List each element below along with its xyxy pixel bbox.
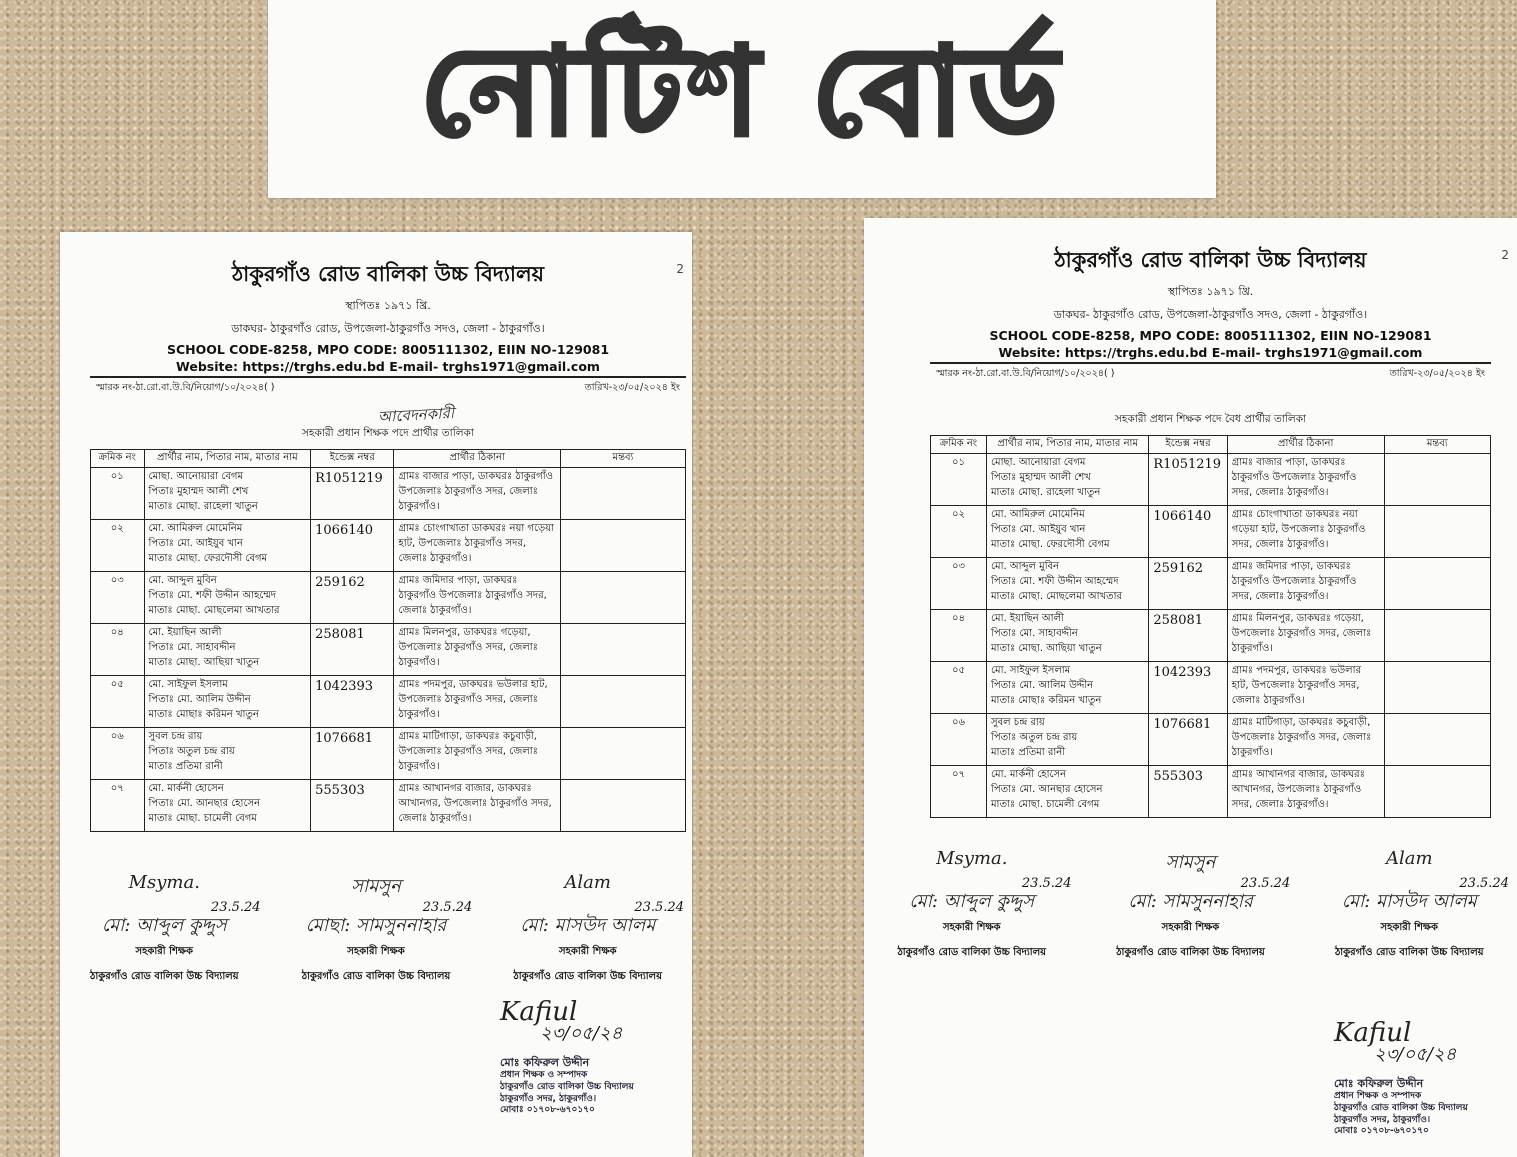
serial-cell: ০৪ bbox=[931, 609, 987, 661]
father-name: পিতাঃ মো. শফী উদ্দীন আহম্মেদ bbox=[148, 589, 277, 601]
address-cell: গ্রামঃ আখানগর বাজার, ডাকঘরঃ আখানগর, উপজেলাঃ ঠাকুরগাঁও সদর, জেলাঃ ঠাকুরগাঁও। bbox=[1227, 765, 1384, 817]
father-name: পিতাঃ মো. সাহাবদ্দীন bbox=[148, 641, 236, 653]
mother-name: মাতাঃ মোছা. রাহেলা খাতুন bbox=[991, 486, 1101, 498]
signatory-name: মোছা: সামসুননাহার bbox=[305, 915, 447, 936]
mother-name: মাতাঃ মোছা. ফেরদৌসী বেগম bbox=[148, 552, 268, 564]
mother-name: মাতাঃ মোছা. আছিয়া খাতুন bbox=[148, 656, 260, 668]
signature-date: 23.5.24 bbox=[1240, 876, 1291, 891]
signature-scrawl: সামসুন bbox=[1165, 852, 1216, 873]
candidate-cell bbox=[987, 609, 1149, 661]
established-line: স্থাপিতঃ ১৯৭১ খ্রি. bbox=[1167, 285, 1254, 298]
serial-cell: ০১ bbox=[91, 467, 145, 519]
sheet-content bbox=[930, 218, 1491, 818]
signature-date: 23.5.24 bbox=[634, 900, 684, 915]
seal-name: মোঃ কফিরুল উদ্দীন bbox=[500, 1056, 590, 1069]
signatory-institution: ঠাকুরগাঁও রোড বালিকা উচ্চ বিদ্যালয় bbox=[1116, 947, 1265, 958]
father-name: পিতাঃ মো. আইয়ুব খান bbox=[991, 523, 1086, 535]
candidate-name: মো. মার্কনী হোসেন bbox=[991, 768, 1067, 780]
signatory bbox=[60, 872, 269, 986]
index-number-cell: 1076681 bbox=[311, 727, 394, 779]
address-cell: গ্রামঃ মাটিগাড়া, ডাকঘরঃ কচুবাড়ী, উপজেলাঃ ঠাকুরগাঁও সদর, জেলাঃ ঠাকুরগাঁও। bbox=[1227, 713, 1384, 765]
candidate-table bbox=[90, 449, 686, 832]
mother-name: মাতাঃ মোছা. মোছলেমা আখতার bbox=[991, 590, 1122, 602]
mother-name: মাতাঃ মোছাঃ করিমন খাতুন bbox=[991, 694, 1102, 706]
seal-school: ঠাকুরগাঁও রোড বালিকা উচ্চ বিদ্যালয় bbox=[500, 1081, 634, 1092]
address-cell: গ্রামঃ পদমপুর, ডাকঘরঃ ভউলার হাট, উপজেলাঃ ঠাকুরগাঁও সদর, জেলাঃ ঠাকুরগাঁও। bbox=[1227, 661, 1384, 713]
index-number-cell: 259162 bbox=[311, 571, 394, 623]
serial-cell: ০৫ bbox=[91, 675, 145, 727]
table-title bbox=[90, 404, 686, 443]
column-header: ইন্ডেক্স নম্বর bbox=[1149, 436, 1227, 454]
mother-name: মাতাঃ প্রতিমা রানী bbox=[148, 760, 223, 772]
table-row bbox=[91, 675, 686, 727]
candidate-cell bbox=[987, 453, 1149, 505]
table-header-row bbox=[91, 450, 686, 468]
signatory-role: সহকারী শিক্ষক bbox=[135, 946, 194, 957]
page-number: 2 bbox=[1501, 248, 1509, 262]
signature-date: 23.5.24 bbox=[1021, 876, 1072, 891]
father-name: পিতাঃ মো. আইয়ুব খান bbox=[148, 537, 243, 549]
address-cell: গ্রামঃ চোংগাখাতা ডাকঘরঃ নয়া গড়েয়া হাট, উপজেলাঃ ঠাকুরগাঁও সদর, জেলাঃ ঠাকুরগাঁও। bbox=[394, 519, 561, 571]
sheet-content bbox=[90, 232, 686, 832]
father-name: পিতাঃ মো. আনছার হোসেন bbox=[148, 797, 261, 809]
remark-cell bbox=[1384, 453, 1490, 505]
father-name: পিতাঃ মুহাম্মদ আলী শেখ bbox=[991, 471, 1091, 483]
signature-date: 23.5.24 bbox=[422, 900, 473, 915]
remark-cell bbox=[1384, 609, 1490, 661]
address-cell: গ্রামঃ আখানগর বাজার, ডাকঘরঃ আখানগর, উপজেলাঃ ঠাকুরগাঁও সদর, জেলাঃ ঠাকুরগাঁও। bbox=[394, 779, 561, 831]
candidate-name: মো. ইয়াছিন আলী bbox=[148, 626, 222, 638]
headmaster-seal bbox=[500, 1056, 634, 1117]
table-row bbox=[91, 571, 686, 623]
signatory-name: মো: আব্দুল কুদ্দুস bbox=[909, 891, 1035, 912]
notice-board-title-card bbox=[268, 0, 1216, 198]
signature-date: 23.5.24 bbox=[210, 900, 261, 915]
father-name: পিতাঃ মো. শফী উদ্দীন আহম্মেদ bbox=[991, 575, 1119, 587]
index-number-cell: 1042393 bbox=[311, 675, 394, 727]
table-title-text: সহকারী প্রধান শিক্ষক পদে বৈধ প্রার্থীর তালিকা bbox=[1114, 413, 1307, 425]
mother-name: মাতাঃ মোছা. আছিয়া খাতুন bbox=[991, 642, 1102, 654]
index-number-cell: 555303 bbox=[311, 779, 394, 831]
remark-cell bbox=[1384, 765, 1490, 817]
table-row bbox=[91, 623, 686, 675]
index-number-cell: 258081 bbox=[311, 623, 394, 675]
address-cell: গ্রামঃ মাটিগাড়া, ডাকঘরঃ কচুবাড়ী, উপজেলাঃ ঠাকুরগাঁও সদর, জেলাঃ ঠাকুরগাঁও। bbox=[394, 727, 561, 779]
headmaster-signature: Kafiul bbox=[1334, 1018, 1412, 1048]
address-cell: গ্রামঃ মিলনপুর, ডাকঘরঃ গড়েয়া, উপজেলাঃ ঠাকুরগাঁও সদর, জেলাঃ ঠাকুরগাঁও। bbox=[394, 623, 561, 675]
father-name: পিতাঃ মো. আলিম উদ্দীন bbox=[148, 693, 251, 705]
address-cell: গ্রামঃ চোংগাখাতা ডাকঘরঃ নয়া গড়েয়া হাট, উপজেলাঃ ঠাকুরগাঁও সদর, জেলাঃ ঠাকুরগাঁও। bbox=[1227, 505, 1384, 557]
index-number-cell: R1051219 bbox=[1149, 453, 1227, 505]
mother-name: মাতাঃ মোছা. মোছলেমা আখতার bbox=[148, 604, 280, 616]
column-header: প্রার্থীর নাম, পিতার নাম, মাতার নাম bbox=[987, 436, 1149, 454]
headmaster-seal bbox=[1334, 1077, 1468, 1138]
candidate-name: মো. সাইফুল ইসলাম bbox=[991, 664, 1071, 676]
index-number-cell: 1066140 bbox=[311, 519, 394, 571]
candidate-name: সুবল চন্দ্র রায় bbox=[991, 716, 1045, 728]
table-row bbox=[91, 727, 686, 779]
table-header-row bbox=[931, 436, 1491, 454]
column-header: প্রার্থীর ঠিকানা bbox=[394, 450, 561, 468]
table-row bbox=[931, 453, 1491, 505]
handwritten-note: আবেদনকারী bbox=[377, 404, 455, 426]
table-row bbox=[931, 765, 1491, 817]
page-number: 2 bbox=[676, 262, 684, 276]
address-cell: গ্রামঃ জমিদার পাড়া, ডাকঘরঃ ঠাকুরগাঁও উপজেলাঃ ঠাকুরগাঁও সদর, জেলাঃ ঠাকুরগাঁও। bbox=[394, 571, 561, 623]
signatory-institution: ঠাকুরগাঁও রোড বালিকা উচ্চ বিদ্যালয় bbox=[1334, 947, 1484, 958]
candidate-name: মো. আব্দুল মুবিন bbox=[991, 560, 1060, 572]
serial-cell: ০২ bbox=[91, 519, 145, 571]
mother-name: মাতাঃ মোছা. চামেলী বেগম bbox=[991, 798, 1100, 810]
seal-name: মোঃ কফিরুল উদ্দীন bbox=[1334, 1077, 1424, 1090]
table-row bbox=[931, 557, 1491, 609]
table-row bbox=[931, 609, 1491, 661]
candidate-cell bbox=[987, 765, 1149, 817]
remark-cell bbox=[561, 467, 686, 519]
address-cell: গ্রামঃ বাজার পাড়া, ডাকঘরঃ ঠাকুরগাঁও উপজেলাঃ ঠাকুরগাঁও সদর, জেলাঃ ঠাকুরগাঁও। bbox=[1227, 453, 1384, 505]
seal-title: প্রধান শিক্ষক ও সম্পাদক bbox=[500, 1070, 588, 1081]
notice-sheet-right bbox=[864, 218, 1517, 1157]
serial-cell: ০৫ bbox=[931, 661, 987, 713]
remark-cell bbox=[1384, 713, 1490, 765]
signatory-role: সহকারী শিক্ষক bbox=[1380, 922, 1438, 933]
issue-date: তারিখ-২৩/০৫/২০২৪ ইং bbox=[584, 382, 680, 393]
candidate-cell bbox=[144, 467, 311, 519]
remark-cell bbox=[561, 727, 686, 779]
father-name: পিতাঃ মুহাম্মদ আলী শেখ bbox=[148, 485, 249, 497]
index-number-cell: R1051219 bbox=[311, 467, 394, 519]
column-header: ইন্ডেক্স নম্বর bbox=[311, 450, 394, 468]
candidate-name: মো. মার্কনী হোসেন bbox=[148, 782, 224, 794]
address-cell: গ্রামঃ মিলনপুর, ডাকঘরঃ গড়েয়া, উপজেলাঃ ঠাকুরগাঁও সদর, জেলাঃ ঠাকুরগাঁও। bbox=[1227, 609, 1384, 661]
candidate-cell bbox=[144, 519, 311, 571]
seal-phone: মোবাঃ ০১৭০৮-৬৭০১৭০ bbox=[1334, 1126, 1429, 1137]
signature-scrawl: Msyma. bbox=[128, 872, 200, 893]
candidate-cell bbox=[987, 557, 1149, 609]
address-line: ডাকঘর- ঠাকুরগাঁও রোড, উপজেলা-ঠাকুরগাঁও সদও, জেলা - ঠাকুরগাঁও। bbox=[231, 322, 545, 335]
signatory-institution: ঠাকুরগাঁও রোড বালিকা উচ্চ বিদ্যালয় bbox=[513, 971, 663, 982]
remark-cell bbox=[561, 675, 686, 727]
remark-cell bbox=[561, 571, 686, 623]
reference-row bbox=[930, 367, 1491, 382]
headmaster-signature-block bbox=[500, 997, 634, 1117]
father-name: পিতাঃ অতুল চন্দ্র রায় bbox=[991, 731, 1078, 743]
signatory-name: মো: মাসউদ আলম bbox=[1341, 891, 1477, 912]
remark-cell bbox=[1384, 505, 1490, 557]
address-cell: গ্রামঃ জমিদার পাড়া, ডাকঘরঃ ঠাকুরগাঁও উপজেলাঃ ঠাকুরগাঁও সদর, জেলাঃ ঠাকুরগাঁও। bbox=[1227, 557, 1384, 609]
serial-cell: ০৬ bbox=[91, 727, 145, 779]
signatories-row bbox=[60, 872, 692, 986]
candidate-name: মো. আমিরুল মোমেনিম bbox=[991, 508, 1085, 520]
column-header: মন্তব্য bbox=[561, 450, 686, 468]
index-number-cell: 555303 bbox=[1149, 765, 1227, 817]
website-line: Website: https://trghs.edu.bd E-mail- trghs1971@gmail.com bbox=[930, 345, 1491, 364]
candidate-name: মো. আমিরুল মোমেনিম bbox=[148, 522, 243, 534]
memo-number: স্মারক নং-ঠা.রো.বা.উ.বি/নিয়োগ/১০/২০২৪( ) bbox=[936, 368, 1115, 379]
column-header: মন্তব্য bbox=[1384, 436, 1490, 454]
table-title-text: সহকারী প্রধান শিক্ষক পদে প্রার্থীর তালিকা bbox=[302, 427, 474, 439]
candidate-name: মো. ইয়াছিন আলী bbox=[991, 612, 1064, 624]
signature-scrawl: সামসুন bbox=[351, 876, 401, 897]
candidate-name: মো. আব্দুল মুবিন bbox=[148, 574, 217, 586]
signatory-name: মো: মাসউদ আলম bbox=[520, 915, 656, 936]
column-header: প্রার্থীর ঠিকানা bbox=[1227, 436, 1384, 454]
candidate-name: মো. সাইফুল ইসলাম bbox=[148, 678, 228, 690]
school-name: ঠাকুরগাঁও রোড বালিকা উচ্চ বিদ্যালয় bbox=[231, 262, 545, 286]
signature-scrawl: Alam bbox=[1385, 848, 1433, 869]
seal-place: ঠাকুরগাঁও সদর, ঠাকুরগাঁও। bbox=[1334, 1114, 1431, 1125]
candidate-cell bbox=[144, 571, 311, 623]
memo-number: স্মারক নং-ঠা.রো.বা.উ.বি/নিয়োগ/১০/২০২৪( ) bbox=[96, 382, 275, 393]
notice-sheet-left bbox=[60, 232, 692, 1157]
signatory bbox=[272, 872, 481, 986]
headmaster-sign-date: ২৩/০৫/২৪ bbox=[540, 1023, 623, 1044]
mother-name: মাতাঃ মোছা. চামেলী বেগম bbox=[148, 812, 257, 824]
signatory bbox=[1302, 848, 1517, 962]
father-name: পিতাঃ মো. আলিম উদ্দীন bbox=[991, 679, 1094, 691]
index-number-cell: 258081 bbox=[1149, 609, 1227, 661]
notice-board-title: নোটিশ বোর্ড bbox=[420, 20, 1064, 162]
candidate-cell bbox=[987, 505, 1149, 557]
candidate-cell bbox=[987, 713, 1149, 765]
candidate-name: মোছা. আনোয়ারা বেগম bbox=[991, 456, 1086, 468]
signature-scrawl: Msyma. bbox=[936, 848, 1008, 869]
headmaster-signature-block bbox=[1334, 1018, 1468, 1138]
mother-name: মাতাঃ মোছা. রাহেলা খাতুন bbox=[148, 500, 258, 512]
mother-name: মাতাঃ মোছা. ফেরদৌসী বেগম bbox=[991, 538, 1110, 550]
father-name: পিতাঃ মো. আনছার হোসেন bbox=[991, 783, 1103, 795]
address-line: ডাকঘর- ঠাকুরগাঁও রোড, উপজেলা-ঠাকুরগাঁও সদও, জেলা - ঠাকুরগাঁও। bbox=[1053, 308, 1368, 321]
signatory-name: মো: আব্দুল কুদ্দুস bbox=[101, 915, 227, 936]
table-row bbox=[931, 661, 1491, 713]
established-line: স্থাপিতঃ ১৯৭১ খ্রি. bbox=[345, 299, 431, 312]
signatory bbox=[864, 848, 1079, 962]
table-title bbox=[930, 412, 1491, 429]
candidate-cell bbox=[144, 727, 311, 779]
seal-title: প্রধান শিক্ষক ও সম্পাদক bbox=[1334, 1091, 1422, 1102]
serial-cell: ০৩ bbox=[91, 571, 145, 623]
seal-phone: মোবাঃ ০১৭০৮-৬৭০১৭০ bbox=[500, 1105, 595, 1116]
index-number-cell: 259162 bbox=[1149, 557, 1227, 609]
table-row bbox=[931, 505, 1491, 557]
remark-cell bbox=[561, 519, 686, 571]
codes-line: SCHOOL CODE-8258, MPO CODE: 8005111302, EIIN NO-129081 bbox=[166, 342, 610, 357]
column-header: ক্রমিক নং bbox=[931, 436, 987, 454]
signatory-name: মো: সামসুননাহার bbox=[1128, 891, 1253, 912]
candidate-name: মোছা. আনোয়ারা বেগম bbox=[148, 470, 244, 482]
codes-line: SCHOOL CODE-8258, MPO CODE: 8005111302, EIIN NO-129081 bbox=[989, 328, 1432, 343]
headmaster-signature: Kafiul bbox=[500, 997, 578, 1027]
serial-cell: ০২ bbox=[931, 505, 987, 557]
serial-cell: ০৪ bbox=[91, 623, 145, 675]
table-row bbox=[931, 713, 1491, 765]
table-row bbox=[91, 467, 686, 519]
remark-cell bbox=[1384, 557, 1490, 609]
table-row bbox=[91, 779, 686, 831]
signatories-row bbox=[864, 848, 1517, 962]
headmaster-sign-date: ২৩/০৫/২৪ bbox=[1374, 1044, 1457, 1065]
column-header: প্রার্থীর নাম, পিতার নাম, মাতার নাম bbox=[144, 450, 311, 468]
signatory-role: সহকারী শিক্ষক bbox=[558, 946, 617, 957]
serial-cell: ০৬ bbox=[931, 713, 987, 765]
signatory-role: সহকারী শিক্ষক bbox=[347, 946, 405, 957]
address-cell: গ্রামঃ বাজার পাড়া, ডাকঘরঃ ঠাকুরগাঁও উপজেলাঃ ঠাকুরগাঁও সদর, জেলাঃ ঠাকুরগাঁও। bbox=[394, 467, 561, 519]
index-number-cell: 1066140 bbox=[1149, 505, 1227, 557]
address-cell: গ্রামঃ পদমপুর, ডাকঘরঃ ভউলার হাট, উপজেলাঃ ঠাকুরগাঁও সদর, জেলাঃ ঠাকুরগাঁও। bbox=[394, 675, 561, 727]
father-name: পিতাঃ মো. সাহাবদ্দীন bbox=[991, 627, 1078, 639]
signatory-role: সহকারী শিক্ষক bbox=[943, 922, 1001, 933]
signatory bbox=[483, 872, 692, 986]
signature-scrawl: Alam bbox=[564, 872, 611, 893]
candidate-cell bbox=[144, 779, 311, 831]
serial-cell: ০৭ bbox=[931, 765, 987, 817]
reference-row bbox=[90, 381, 686, 396]
remark-cell bbox=[561, 623, 686, 675]
index-number-cell: 1042393 bbox=[1149, 661, 1227, 713]
table-row bbox=[91, 519, 686, 571]
candidate-table bbox=[930, 435, 1491, 818]
column-header: ক্রমিক নং bbox=[91, 450, 145, 468]
signatory-institution: ঠাকুরগাঁও রোড বালিকা উচ্চ বিদ্যালয় bbox=[89, 971, 239, 982]
signatory bbox=[1083, 848, 1298, 962]
issue-date: তারিখ-২৩/০৫/২০২৪ ইং bbox=[1389, 368, 1485, 379]
candidate-cell bbox=[144, 675, 311, 727]
signatory-institution: ঠাকুরগাঁও রোড বালিকা উচ্চ বিদ্যালয় bbox=[897, 947, 1047, 958]
father-name: পিতাঃ অতুল চন্দ্র রায় bbox=[148, 745, 235, 757]
signatory-institution: ঠাকুরগাঁও রোড বালিকা উচ্চ বিদ্যালয় bbox=[301, 971, 451, 982]
remark-cell bbox=[561, 779, 686, 831]
signatory-role: সহকারী শিক্ষক bbox=[1161, 922, 1220, 933]
website-line: Website: https://trghs.edu.bd E-mail- trghs1971@gmail.com bbox=[90, 359, 686, 378]
candidate-cell bbox=[144, 623, 311, 675]
index-number-cell: 1076681 bbox=[1149, 713, 1227, 765]
remark-cell bbox=[1384, 661, 1490, 713]
candidate-name: সুবল চন্দ্র রায় bbox=[148, 730, 203, 742]
serial-cell: ০১ bbox=[931, 453, 987, 505]
seal-place: ঠাকুরগাঁও সদর, ঠাকুরগাঁও। bbox=[500, 1093, 597, 1104]
mother-name: মাতাঃ প্রতিমা রানী bbox=[991, 746, 1066, 758]
signature-date: 23.5.24 bbox=[1459, 876, 1509, 891]
school-name: ঠাকুরগাঁও রোড বালিকা উচ্চ বিদ্যালয় bbox=[1054, 248, 1367, 272]
serial-cell: ০৭ bbox=[91, 779, 145, 831]
seal-school: ঠাকুরগাঁও রোড বালিকা উচ্চ বিদ্যালয় bbox=[1334, 1102, 1468, 1113]
candidate-cell bbox=[987, 661, 1149, 713]
serial-cell: ০৩ bbox=[931, 557, 987, 609]
mother-name: মাতাঃ মোছাঃ করিমন খাতুন bbox=[148, 708, 259, 720]
